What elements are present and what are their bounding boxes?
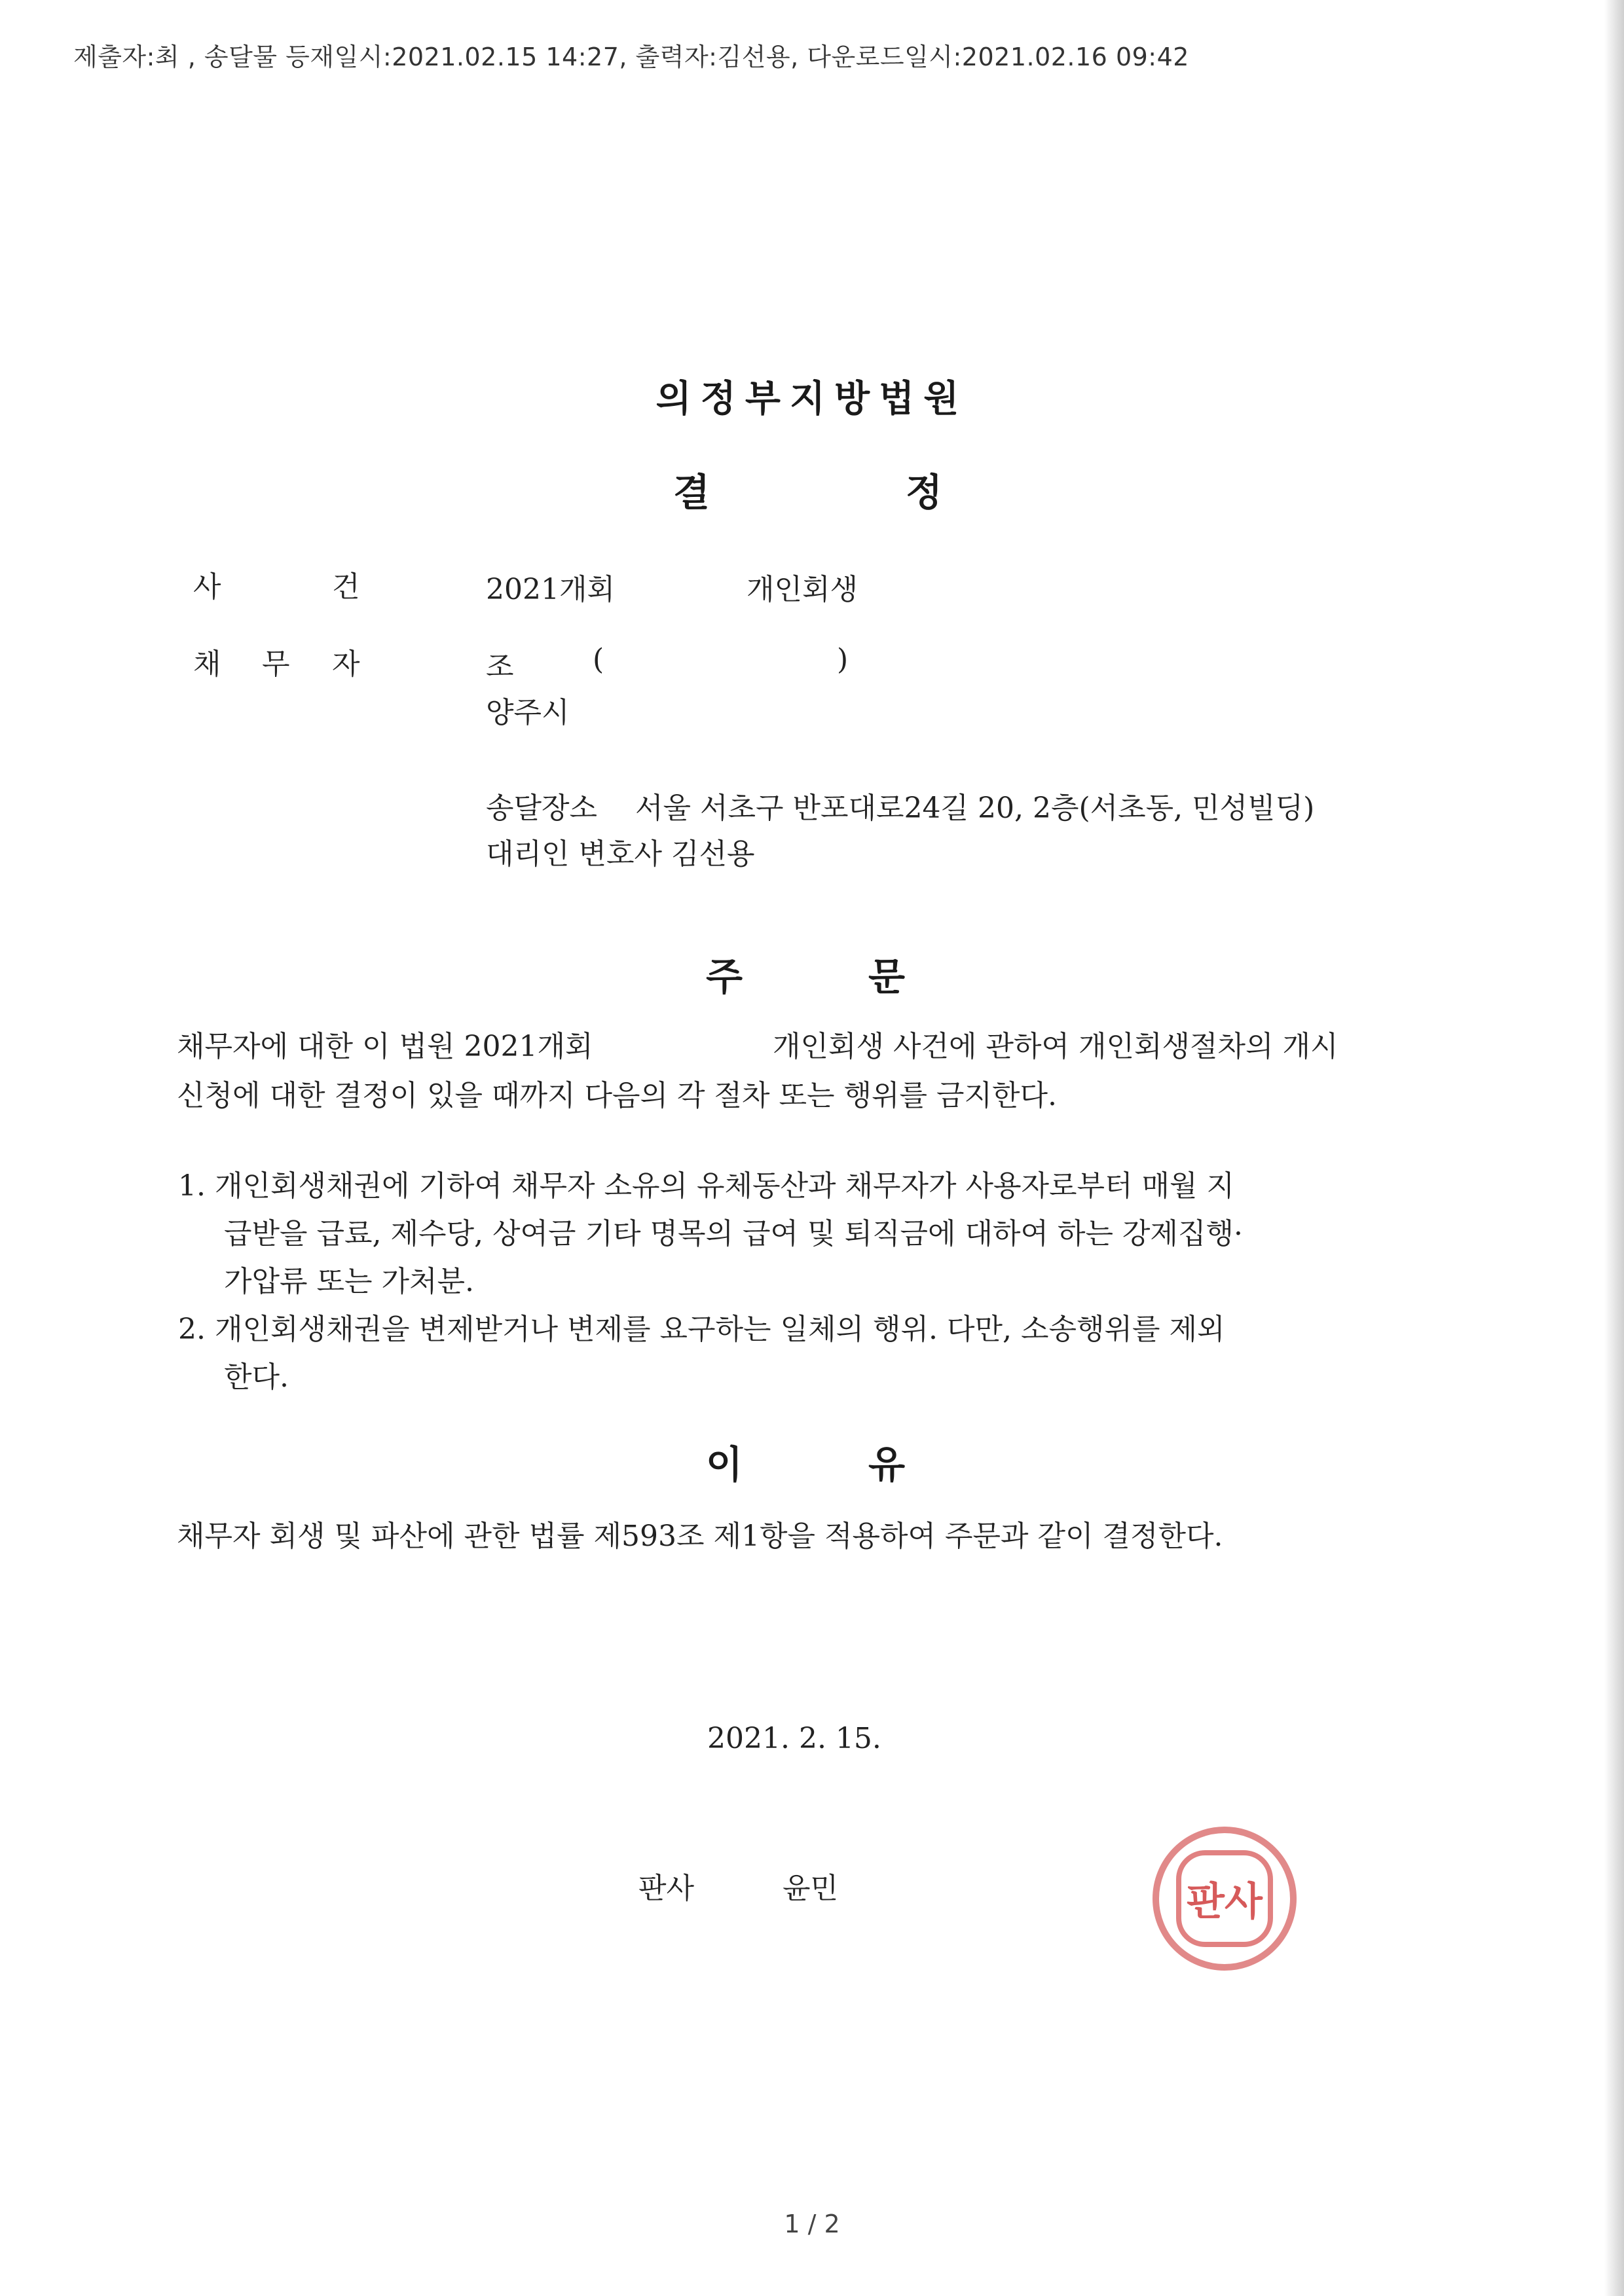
order-item1-line3: 가압류 또는 가처분. (224, 1265, 474, 1298)
order-intro-2: 신청에 대한 결정이 있을 때까지 다음의 각 절차 또는 행위를 금지한다. (177, 1079, 1057, 1112)
debtor-id-open: ( (593, 643, 604, 676)
debtor-label-1: 채 (193, 647, 221, 681)
page-number: 1 / 2 (784, 2210, 840, 2238)
debtor-name: 조 (486, 650, 514, 683)
order-item1-line1: 1. 개인회생채권에 기하여 채무자 소유의 유체동산과 채무자가 사용자로부터 매월 지 (178, 1169, 1234, 1203)
debtor-label-3: 자 (332, 647, 360, 681)
debtor-label-2: 무 (262, 647, 290, 681)
order-intro-1b: 개인회생 사건에 관하여 개인회생절차의 개시 (773, 1030, 1338, 1063)
doc-title-left: 결 (673, 470, 710, 515)
court-seal-mark: 판사 (1176, 1850, 1273, 1947)
judge-title: 판사 (638, 1872, 695, 1905)
decision-date: 2021. 2. 15. (707, 1722, 881, 1755)
court-seal (1153, 1827, 1297, 1971)
order-intro-1a: 채무자에 대한 이 법원 2021개회 (177, 1030, 593, 1063)
order-item1-line2: 급받을 급료, 제수당, 상여금 기타 명목의 급여 및 퇴직금에 대하여 하는 강제집행· (224, 1217, 1243, 1250)
service-place-label: 송달장소 (486, 792, 598, 825)
agent: 대리인 변호사 김선용 (486, 837, 755, 871)
reason-heading-right: 유 (868, 1442, 906, 1487)
reason-text: 채무자 회생 및 파산에 관한 법률 제593조 제1항을 적용하여 주문과 같이 결정한다. (177, 1520, 1223, 1553)
case-type: 개인회생 (747, 573, 858, 606)
case-label-1: 사 (193, 570, 221, 604)
order-heading-left: 주 (706, 955, 743, 999)
order-heading-right: 문 (868, 955, 906, 999)
order-item2-line2: 한다. (224, 1360, 289, 1394)
case-label-2: 건 (332, 570, 360, 604)
case-number: 2021개회 (486, 573, 615, 606)
scan-edge (1604, 0, 1624, 2296)
debtor-address: 양주시 (486, 696, 570, 729)
court-name: 의정부지방법원 (655, 377, 969, 420)
judge-name: 윤민 (783, 1872, 839, 1905)
header-metadata: 제출자:최 , 송달물 등재일시:2021.02.15 14:27, 출력자:김선용, 다운로드일시:2021.02.16 09:42 (73, 43, 1189, 71)
order-item2-line1: 2. 개인회생채권을 변제받거나 변제를 요구하는 일체의 행위. 다만, 소송행위를 제외 (178, 1313, 1225, 1346)
debtor-id-close: ) (837, 643, 849, 676)
service-place: 서울 서초구 반포대로24길 20, 2층(서초동, 민성빌딩) (635, 792, 1315, 825)
doc-title-right: 정 (906, 470, 943, 515)
reason-heading-left: 이 (706, 1442, 743, 1487)
